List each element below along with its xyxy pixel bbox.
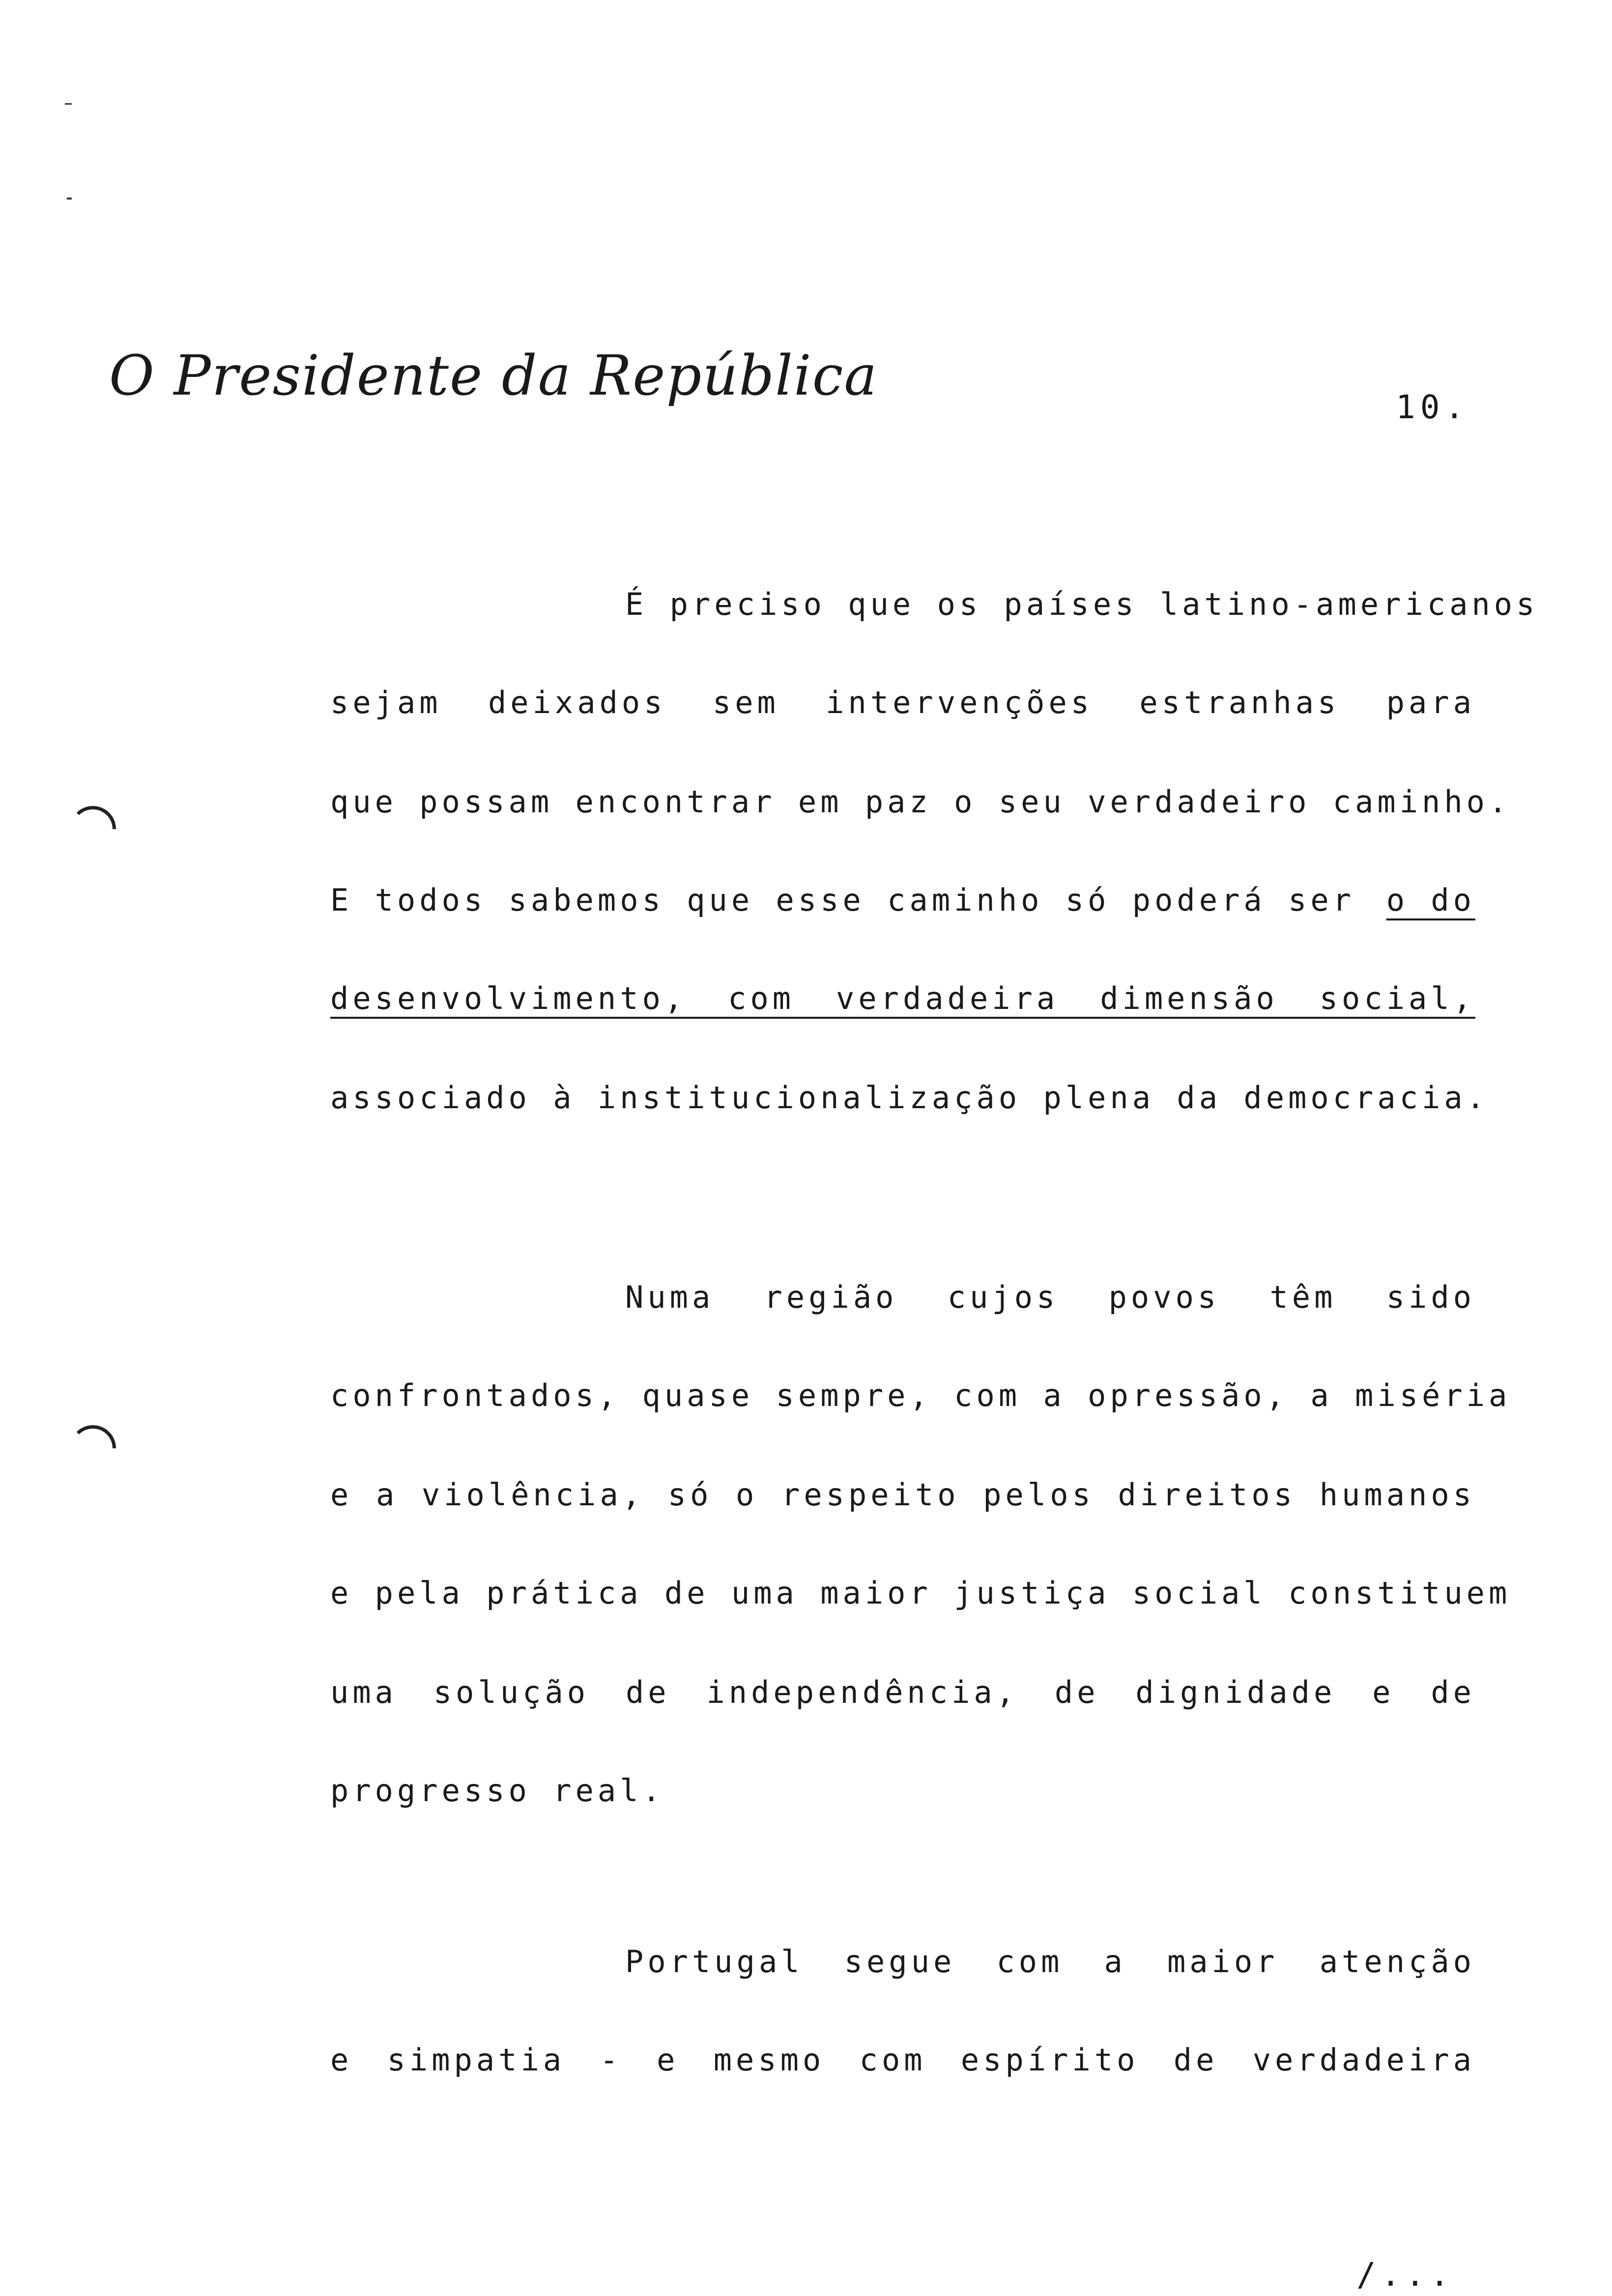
paragraph-3-line-2: e simpatia - e mesmo com espírito de verdadeira bbox=[330, 2042, 1475, 2078]
paragraph-2-line-4: e pela prática de uma maior justiça social constituem bbox=[330, 1575, 1511, 1611]
paragraph-1-line-6: associado à institucionalização plena da democracia. bbox=[330, 1080, 1489, 1116]
paragraph-1-line-3: que possam encontrar em paz o seu verdadeiro caminho. bbox=[330, 784, 1511, 820]
paragraph-1-line-4-text: E todos sabemos que esse caminho só poderá ser bbox=[330, 882, 1355, 918]
paragraph-2-line-3: e a violência, só o respeito pelos direitos humanos bbox=[330, 1477, 1475, 1513]
paragraph-2-line-1: Numa região cujos povos têm sido bbox=[625, 1279, 1475, 1315]
paragraph-1-line-4 bbox=[330, 881, 1475, 920]
paragraph-2-line-2: confrontados, quase sempre, com a opressão, a miséria bbox=[330, 1378, 1511, 1413]
paragraph-2-line-5: uma solução de independência, de dignidade e de bbox=[330, 1674, 1475, 1710]
scan-mark bbox=[65, 103, 72, 105]
paragraph-1-line-1: É preciso que os países latino-americanos bbox=[625, 586, 1539, 622]
paragraph-1-line-5: desenvolvimento, com verdadeira dimensão social, bbox=[330, 980, 1475, 1016]
paragraph-2-line-6: progresso real. bbox=[330, 1773, 664, 1808]
continuation-mark: /... bbox=[1356, 2256, 1454, 2294]
paragraph-1-line-4-underlined: o do bbox=[1386, 882, 1475, 918]
paragraph-1-line-2: sejam deixados sem intervenções estranhas para bbox=[330, 685, 1475, 720]
punch-hole-mark bbox=[60, 1416, 126, 1481]
punch-hole-mark bbox=[60, 797, 126, 862]
page-number: 10. bbox=[1396, 388, 1469, 426]
letterhead: O Presidente da República bbox=[109, 344, 878, 408]
paragraph-3-line-1: Portugal segue com a maior atenção bbox=[625, 1944, 1475, 1980]
scan-mark bbox=[67, 198, 72, 200]
